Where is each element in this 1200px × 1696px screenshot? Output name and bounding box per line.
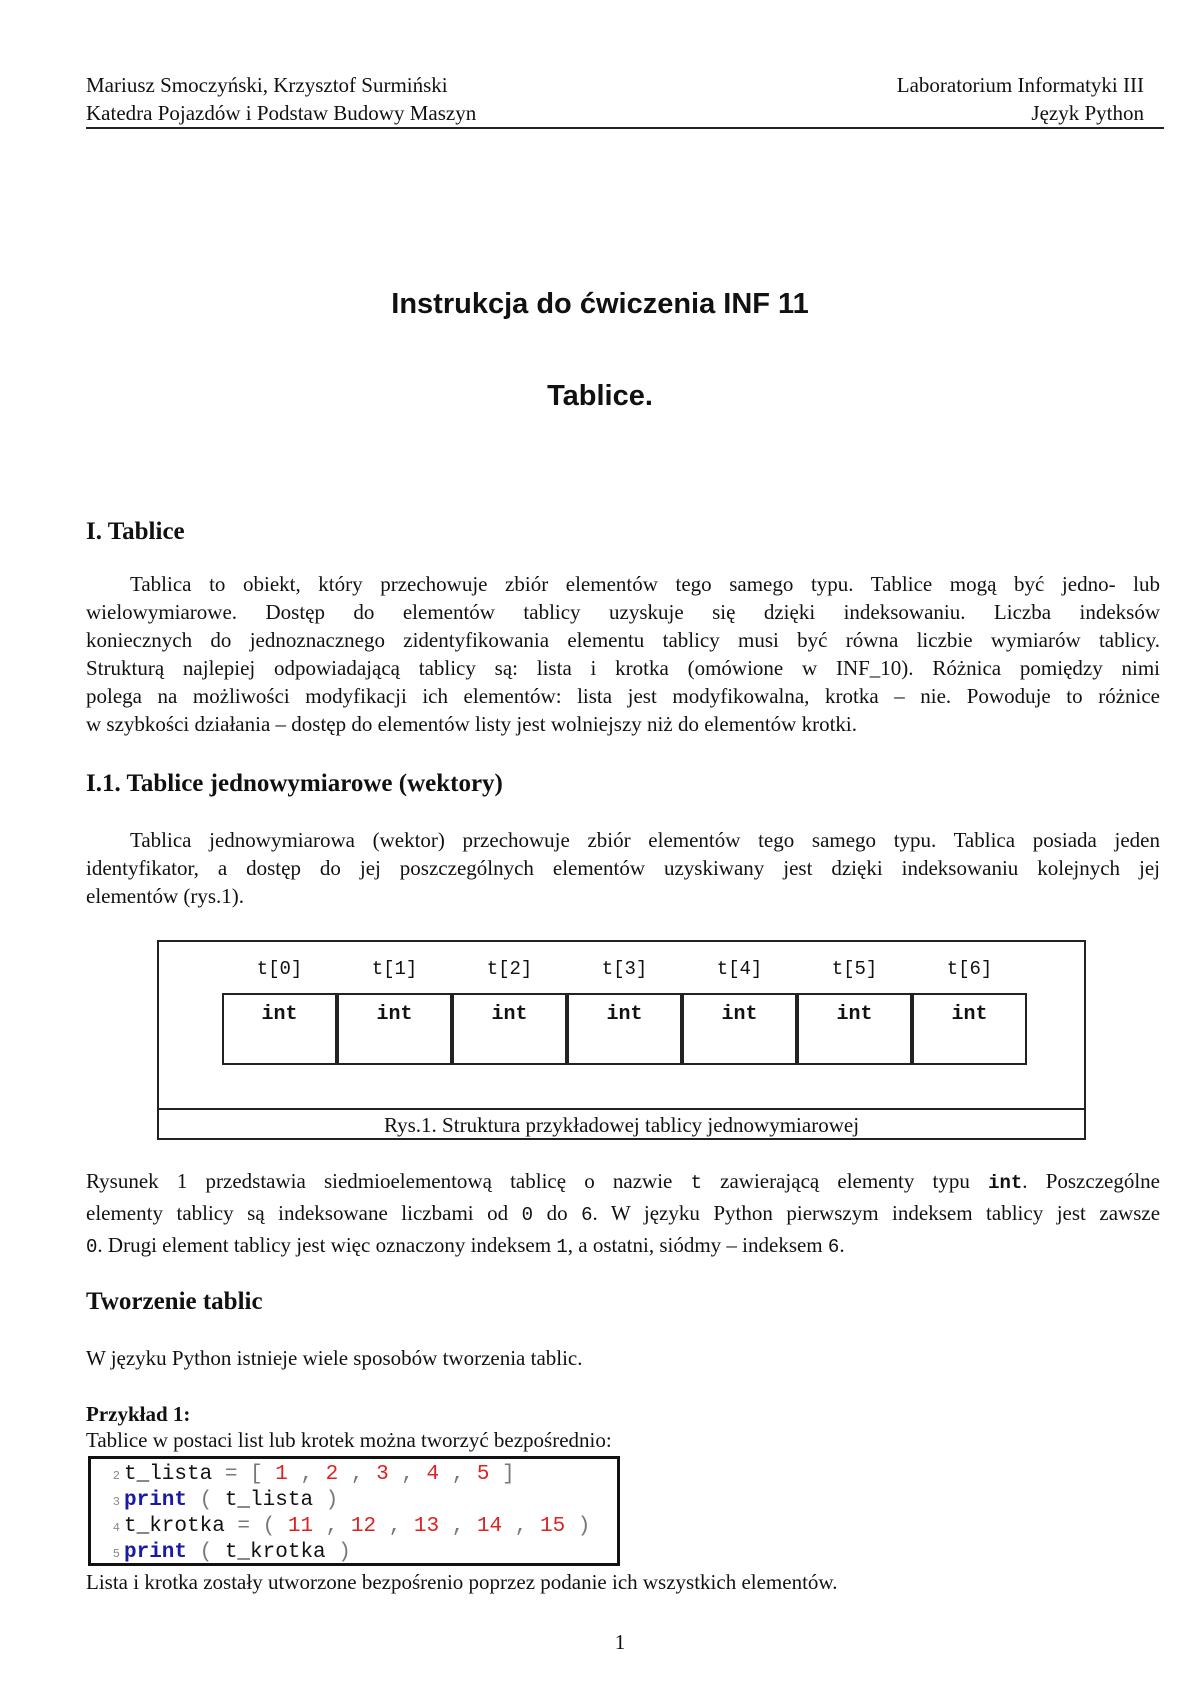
intro-text: W języku Python istnieje wiele sposobów tworzenia tablic. [86,1346,583,1370]
header-subject: Język Python [1031,101,1144,125]
text-line: Strukturą najlepiej odpowiadającą tablicy są: lista i krotka (omówione w INF_10). Różnica pomiędzy nimi [86,656,1160,680]
section-heading: I.1. Tablice jednowymiarowe (wektory) [86,770,503,797]
text-line: Tablica to obiekt, który przechowuje zbiór elementów tego samego typu. Tablice mogą być jedno- lub [130,572,1160,596]
section-heading: I. Tablice [86,518,185,545]
code-line: 2 t_lista = [ 1 , 2 , 3 , 4 , 5 ] [112,1463,515,1486]
header-divider [86,127,1164,129]
array-cell: int [682,993,797,1065]
page-number: 1 [614,1630,626,1654]
code-line: 3 print ( t_lista ) [112,1489,339,1512]
text-line: elementy tablicy są indeksowane liczbami od 0 do 6. W języku Python pierwszym indeksem tablicy jest zawsze [86,1201,1161,1226]
text-line: wielowymiarowe. Dostęp do elementów tablicy uzyskuje się dzięki indeksowaniu. Liczba indeksów [86,600,1160,624]
after-code-text: Lista i krotka zostały utworzone bezpośrenio poprzez podanie ich wszystkich elementów. [86,1570,838,1594]
array-index-label: t[5] [831,958,878,980]
text-line: 0. Drugi element tablicy jest więc oznaczony indeksem 1, a ostatni, siódmy – indeksem 6. [86,1233,845,1258]
document-subtitle: Tablice. [547,380,653,412]
text-line: Rysunek 1 przedstawia siedmioelementową tablicę o nazwie t zawierającą elementy typu int. Poszczególne [86,1169,1160,1194]
figure-explanation [86,1166,1160,1262]
example-label: Przykład 1: [86,1402,191,1426]
section-heading: Tworzenie tablic [86,1288,263,1315]
array-index-label: t[1] [371,958,418,980]
array-cell: int [337,993,452,1065]
header-department: Katedra Pojazdów i Podstaw Budowy Maszyn [86,101,477,125]
header-course: Laboratorium Informatyki III [896,73,1144,97]
array-cell: int [452,993,567,1065]
code-line: 5 print ( t_krotka ) [112,1541,351,1564]
array-index-label: t[2] [486,958,533,980]
code-line: 4 t_krotka = ( 11 , 12 , 13 , 14 , 15 ) [112,1515,591,1538]
example-text: Tablice w postaci list lub krotek można tworzyć bezpośrednio: [86,1428,612,1452]
array-index-label: t[0] [256,958,303,980]
array-cell: int [797,993,912,1065]
array-index-label: t[4] [716,958,763,980]
text-line: Tablica jednowymiarowa (wektor) przechowuje zbiór elementów tego samego typu. Tablica posiada jeden [130,828,1160,852]
text-line: w szybkości działania – dostęp do elementów listy jest wolniejszy niż do elementów krotki. [86,712,858,736]
header-authors: Mariusz Smoczyński, Krzysztof Surmiński [86,73,448,97]
array-index-label: t[3] [601,958,648,980]
array-cell: int [222,993,337,1065]
section-paragraph [86,570,1160,738]
text-line: elementów (rys.1). [86,884,245,908]
text-line: identyfikator, a dostęp do jej poszczególnych elementów uzyskiwany jest dzięki indeksowaniu kolejnych jej [86,856,1160,880]
array-cell: int [912,993,1027,1065]
figure-caption: Rys.1. Struktura przykładowej tablicy jednowymiarowej [157,1108,1086,1140]
array-index-label: t[6] [946,958,993,980]
text-line: koniecznych do jednoznacznego zidentyfikowania elementu tablicy musi być równa liczbie wymiarów tablicy. [86,628,1160,652]
array-cell: int [567,993,682,1065]
text-line: polega na możliwości modyfikacji ich elementów: lista jest modyfikowalna, krotka – nie. Powoduje to różnice [86,684,1160,708]
section-paragraph [86,826,1160,910]
document-title: Instrukcja do ćwiczenia INF 11 [391,288,809,320]
